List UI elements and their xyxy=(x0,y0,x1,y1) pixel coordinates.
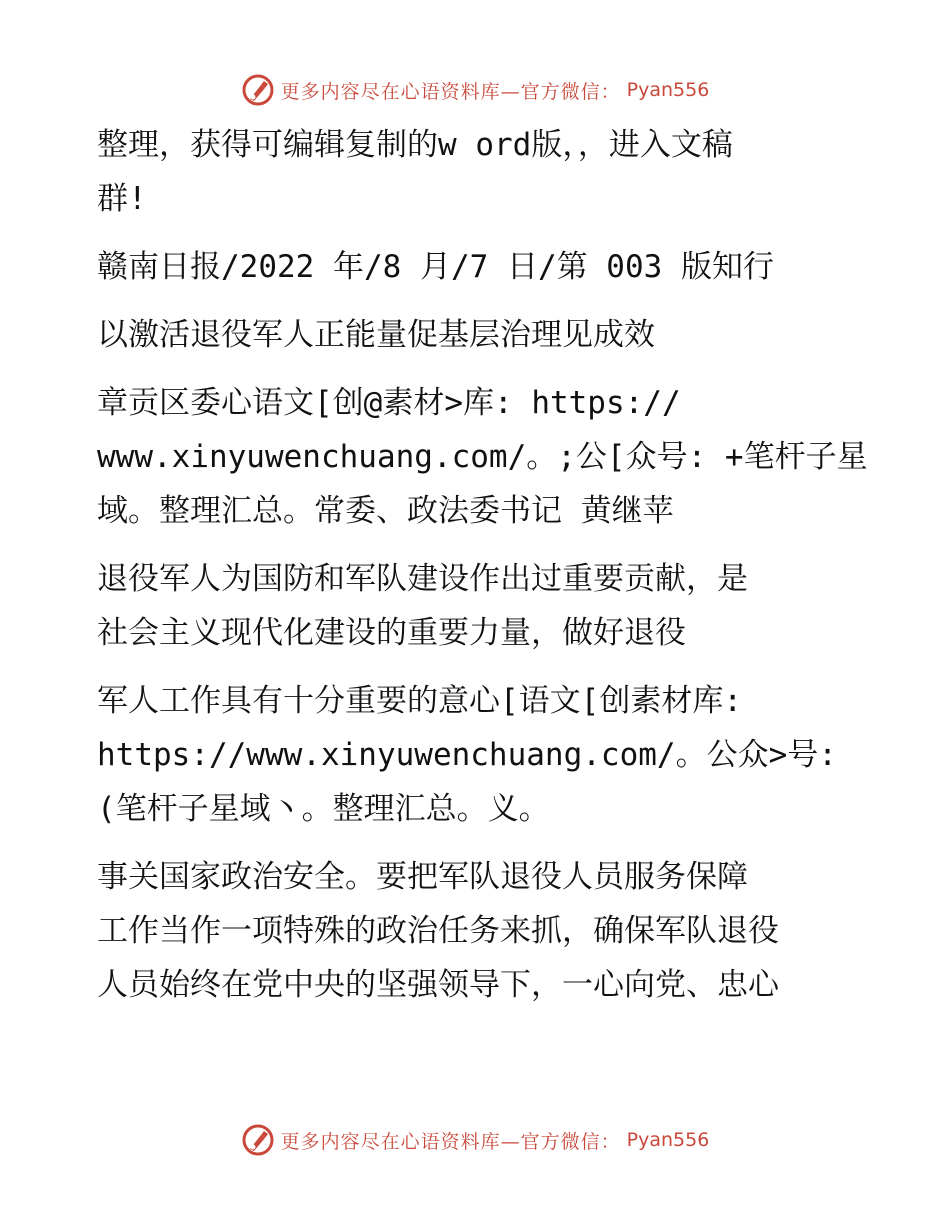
text-line: 退役军人为国防和军队建设作出过重要贡献，是 xyxy=(97,561,748,597)
watermark-contact: Pyan556 xyxy=(626,1129,710,1151)
text-line: 事关国家政治安全。要把军队退役人员服务保障 xyxy=(97,859,748,895)
text-line: 以激活退役军人正能量促基层治理见成效 xyxy=(97,317,655,353)
paragraph-source xyxy=(97,240,857,294)
text-line: https://www.xinyuwenchuang.com/。公众>号: xyxy=(97,737,837,773)
watermark-text: 更多内容尽在心语资料库—官方微信： xyxy=(280,1130,621,1153)
text-line: 社会主义现代化建设的重要力量，做好退役 xyxy=(97,615,686,651)
text-line: 人员始终在党中央的坚强领导下，一心向党、忠心 xyxy=(97,967,779,1003)
text-line: 章贡区委心语文[创@素材>库: https:// xyxy=(97,385,681,421)
watermark-inner xyxy=(241,1123,710,1157)
text-line: 域。整理汇总。常委、政法委书记 黄继苹 xyxy=(97,493,674,529)
text-line: 群! xyxy=(97,181,147,217)
article-body xyxy=(97,118,868,1026)
watermark-inner xyxy=(241,73,710,107)
header-watermark-banner xyxy=(0,70,950,110)
text-line: 赣南日报/2022 年/8 月/7 日/第 003 版知行 xyxy=(97,249,774,285)
text-line: 工作当作一项特殊的政治任务来抓，确保军队退役 xyxy=(97,913,779,949)
pen-logo-icon xyxy=(241,73,275,107)
text-line: www.xinyuwenchuang.com/。;公[众号: +笔杆子星 xyxy=(97,439,868,475)
pen-logo-icon xyxy=(241,1123,275,1157)
article-title xyxy=(97,308,857,362)
paragraph-body xyxy=(97,674,857,836)
watermark-contact: Pyan556 xyxy=(626,79,710,101)
paragraph-body xyxy=(97,552,857,660)
text-line: (笔杆子星域丶。整理汇总。义。 xyxy=(97,791,550,827)
watermark-text: 更多内容尽在心语资料库—官方微信： xyxy=(280,80,621,103)
text-line: 军人工作具有十分重要的意心[语文[创素材库: xyxy=(97,683,742,719)
footer-watermark-banner xyxy=(0,1120,950,1160)
text-line: 整理，获得可编辑复制的w ord版，，进入文稿 xyxy=(97,127,733,163)
paragraph-author xyxy=(97,376,868,538)
paragraph-body xyxy=(97,850,857,1012)
paragraph-notice xyxy=(97,118,857,226)
